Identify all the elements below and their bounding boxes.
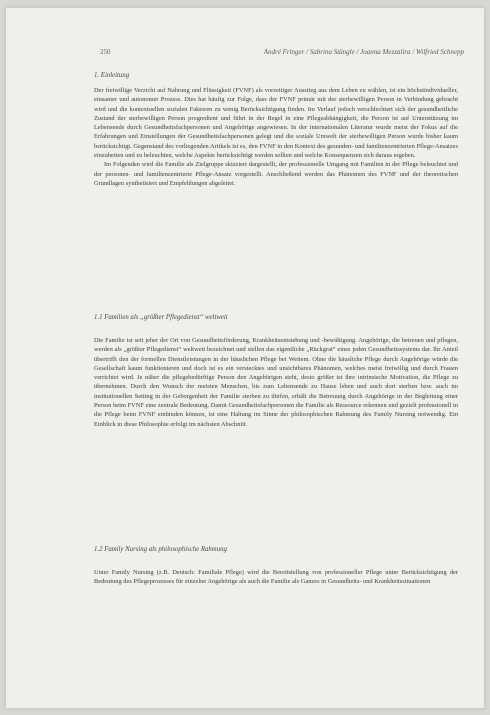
section-heading-family-nursing: 1.2 Family Nursing als philosophische Rahmung (94, 546, 227, 553)
section-body-families (94, 336, 458, 429)
running-header (100, 48, 464, 56)
section-body-family-nursing (94, 568, 458, 587)
running-header-authors: André Fringer / Sabrina Stängle / Joanna Mezzalira / Wilfried Schnepp (263, 48, 464, 56)
paragraph: Im Folgenden wird die Familie als Zielgruppe skizziert dargestellt, der professionelle Umgang mit Familien in der Pflege beleuchtet und der personen- und familienzentrierte Pflege-Ansatz vorgestellt. Anschließend werden das Phänomen des FVNF und der theoretischen Grundlagen synthetisiert und Empfehlungen abgeleitet. (94, 161, 458, 187)
section-heading-families: 1.1 Familien als „größter Pflegedienst“ weltweit (94, 314, 228, 321)
paragraph: Die Familie ist seit jeher der Ort von Gesundheitsförderung, Krankheitsentstehung und -bewältigung. Angehörige, die betreuen und pflegen, werden als „größter Pflegedienst“ weltweit bezeichnet und stellen das eigentliche „Rückgrat“ eines jeden Gesundheitssystems dar. Ihr Anteil übertrifft den der formellen Dienstleistungen in der häuslichen Pflege bei Weitem. Ohne die häusliche Pflege durch Angehörige würde die Gesellschaft kaum funktionieren und doch ist es ein verstecktes und unsichtbares Phänomen, welches meist freiwillig und durch Frauen verrichtet wird. Je näher die pflegebedürftige Person den Angehörigen steht, desto größer ist ihre intrinsische Motivation, die Pflege zu übernehmen. Durch den Wunsch der meisten Menschen, bis zum Lebensende zu Hause leben und auch dort sterben bzw. auch im institutionellen Setting in der Geborgenheit der Familie sterben zu dürfen, erhält die Betreuung durch Angehörige in der Begleitung einer Person beim FVNF eine zentrale Bedeutung. Damit Gesundheitsfachpersonen die Familie als Ressource erkennen und gezielt professionell in die Pflege beim FVNF einbinden können, ist eine Haltung im Sinne der philosophischen Rahmung des Family Nursing notwendig. Ein Einblick in diese Philosophie erfolgt im nächsten Abschnitt. (94, 337, 458, 428)
page-number: 250 (100, 48, 111, 56)
paragraph: Der freiwillige Verzicht auf Nahrung und Flüssigkeit (FVNF) als vorzeitiger Ausstieg aus dem Leben zu wählen, ist ein höchstindividueller, einsamer und autonomer Prozess. Dies hat häufig zur Folge, dass der FVNF primär mit der sterbewilligen Person in Verbindung gebracht wird und die kontextuellen sozialen Faktoren zu wenig Berücksichtigung finden. Im Verlauf jedoch verschlechtert sich der gesundheitliche Zustand der sterbewilligen Person progredient und führt in der Regel in eine Pflegeabhängigkeit, die Person ist auf Unterstützung im Lebensende durch Gesundheitsfachpersonen und Angehörige angewiesen. In der internationalen Literatur wurde meist der Fokus auf die Erfahrungen und Einstellungen der Gesundheitsfachpersonen gelegt und die soziale Umwelt der sterbewilligen Person wurde bisher kaum berücksichtigt. Gegenstand des vorliegenden Artikels ist es, den FVNF in den Kontext des gesunden- und familienzentrierten Pflege-Ansatzes einzubetten und zu beleuchten, welche Aspekte berücksichtigt werden sollten und welche Konsequenzen sich daraus ergeben. (94, 87, 458, 160)
paragraph: Unter Family Nursing (z.B. Deutsch: Familiale Pflege) wird die Bereitstellung von professioneller Pflege unter Berücksichtigung der Bedeutung des Pflegeprozesses für einzelne Angehörige als auch die Familie als Ganzes in Gesundheits- und Krankheitssituationen (94, 569, 458, 586)
section-body-introduction (94, 86, 458, 188)
section-heading-introduction: 1. Einleitung (94, 72, 130, 79)
